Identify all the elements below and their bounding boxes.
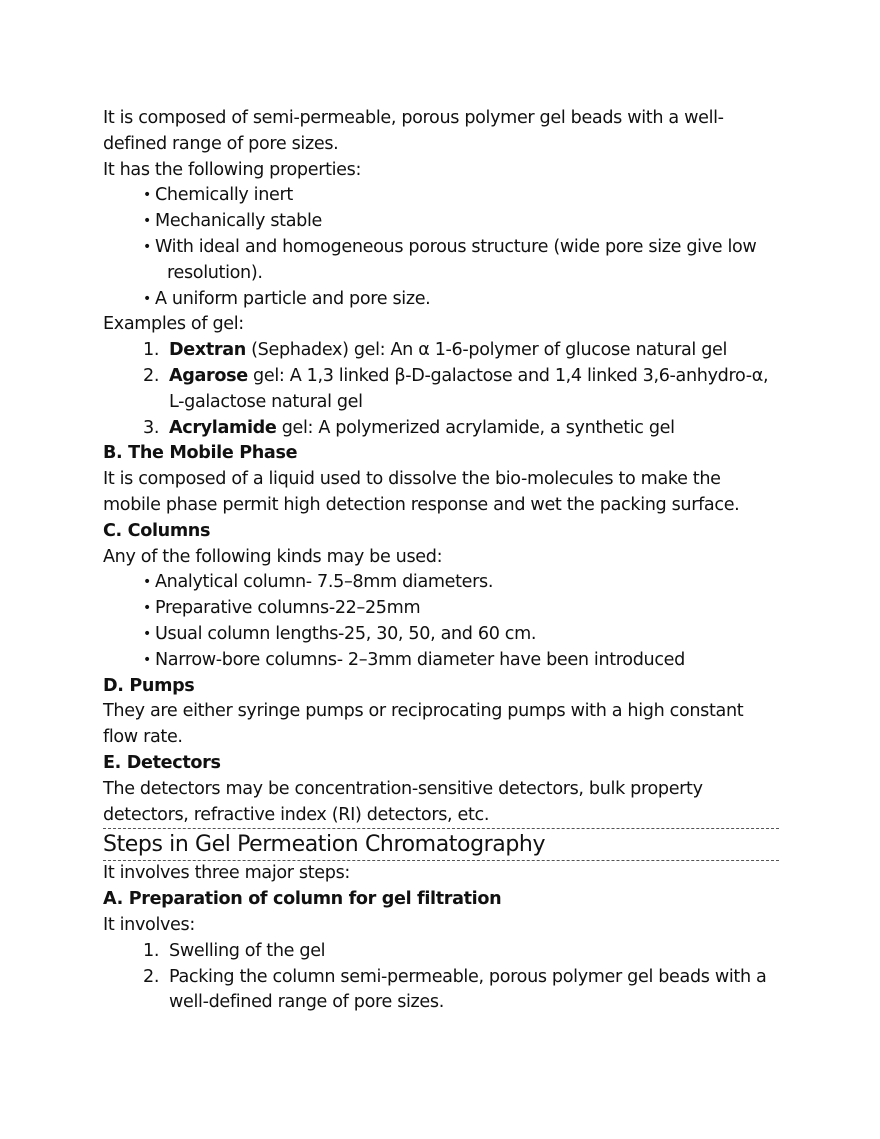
list-item-continuation: resolution). <box>167 262 263 283</box>
examples-label: Examples of gel: <box>103 314 244 335</box>
columns-heading: C. Columns <box>103 520 211 541</box>
list-item-text: Mechanically stable <box>155 211 322 232</box>
list-item <box>143 622 779 648</box>
steps-sub-heading: A. Preparation of column for gel filtration <box>103 889 502 910</box>
list-number: 2. <box>143 966 160 987</box>
list-item <box>143 364 779 416</box>
properties-list <box>103 183 779 312</box>
mobile-phase-heading: B. The Mobile Phase <box>103 443 298 464</box>
gel-description: gel: A 1,3 linked β-D-galactose and 1,4 linked 3,6-anhydro-α, <box>247 365 769 386</box>
gel-name: Agarose <box>169 365 248 386</box>
list-item-text: Chemically inert <box>155 185 293 206</box>
list-item <box>143 183 779 209</box>
list-item-text: Swelling of the gel <box>169 940 326 961</box>
list-item-text: A uniform particle and pore size. <box>155 288 431 309</box>
detectors-line-1: The detectors may be concentration-sensitive detectors, bulk property <box>103 778 703 799</box>
document-page <box>103 106 779 1016</box>
intro-line-2: defined range of pore sizes. <box>103 133 339 154</box>
pumps-line-2: flow rate. <box>103 727 183 748</box>
intro-line-1: It is composed of semi-permeable, porous polymer gel beads with a well- <box>103 108 724 128</box>
list-item-text: Packing the column semi-permeable, porous polymer gel beads with a <box>169 966 767 987</box>
detectors-line-2: detectors, refractive index (RI) detectors, etc. <box>103 804 490 825</box>
mobile-phase-line-2: mobile phase permit high detection response and wet the packing surface. <box>103 494 740 515</box>
list-item <box>143 965 779 1017</box>
list-item <box>143 939 779 965</box>
list-item-continuation: L-galactose natural gel <box>169 391 363 412</box>
list-item <box>143 570 779 596</box>
steps-intro: It involves three major steps: <box>103 863 350 884</box>
gel-name: Dextran <box>169 340 246 361</box>
steps-sub-intro: It involves: <box>103 914 195 935</box>
list-item-text: Analytical column- 7.5–8mm diameters. <box>155 572 494 593</box>
gel-description: (Sephadex) gel: An α 1-6-polymer of glucose natural gel <box>245 340 728 361</box>
list-item <box>143 209 779 235</box>
list-number: 2. <box>143 365 160 386</box>
intro-line-3: It has the following properties: <box>103 159 362 180</box>
detectors-heading: E. Detectors <box>103 752 221 773</box>
examples-list <box>103 338 779 441</box>
list-item-text: Preparative columns-22–25mm <box>155 598 421 619</box>
list-item <box>143 287 779 313</box>
list-item-text: Narrow-bore columns- 2–3mm diameter have been introduced <box>155 649 685 670</box>
list-number: 3. <box>143 417 160 438</box>
pumps-heading: D. Pumps <box>103 675 195 696</box>
columns-intro: Any of the following kinds may be used: <box>103 546 443 567</box>
gel-description: gel: A polymerized acrylamide, a synthetic gel <box>276 417 675 438</box>
list-item <box>143 235 779 287</box>
list-number: 1. <box>143 940 160 961</box>
list-item <box>143 338 779 364</box>
pumps-line-1: They are either syringe pumps or reciprocating pumps with a high constant <box>103 701 744 722</box>
steps-list <box>103 939 779 1016</box>
gel-name: Acrylamide <box>169 417 277 438</box>
mobile-phase-line-1: It is composed of a liquid used to dissolve the bio-molecules to make the <box>103 469 721 490</box>
list-item-continuation: well-defined range of pore sizes. <box>169 992 444 1013</box>
list-item-text: Usual column lengths-25, 30, 50, and 60 cm. <box>155 623 537 644</box>
list-item-text: With ideal and homogeneous porous structure (wide pore size give low <box>155 236 757 257</box>
list-item <box>143 416 779 442</box>
columns-list <box>103 570 779 673</box>
list-item <box>143 648 779 674</box>
list-item <box>143 596 779 622</box>
steps-section-title: Steps in Gel Permeation Chromatography <box>103 828 779 861</box>
list-number: 1. <box>143 340 160 361</box>
